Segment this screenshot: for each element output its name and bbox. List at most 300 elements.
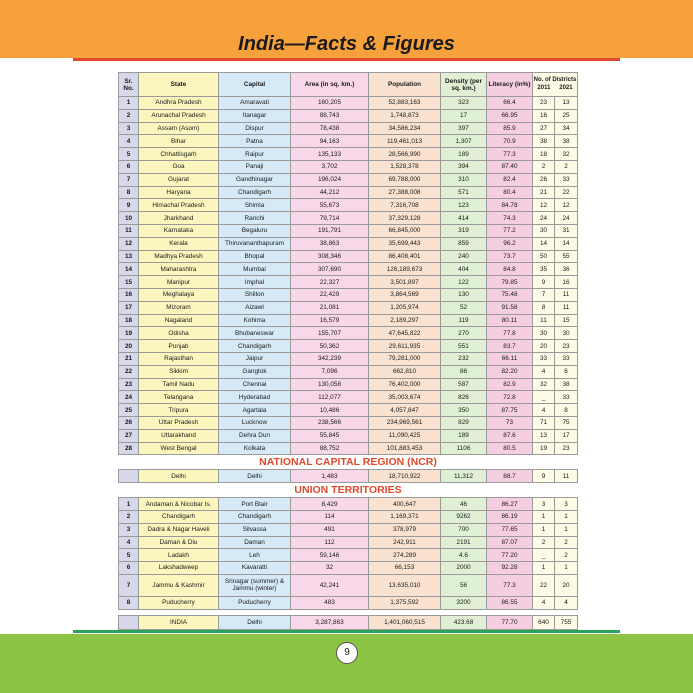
cell-area: 59,146 (291, 549, 369, 562)
table-header (119, 73, 578, 97)
header-districts-label: No. of Districts (533, 77, 577, 83)
cell-sr: 22 (119, 365, 139, 378)
cell-districts-2021: 2 (555, 160, 578, 173)
cell-districts-2011: 9 (533, 276, 555, 289)
table-row (119, 327, 578, 340)
cell-density: 404 (441, 263, 487, 276)
cell-literacy: 86.19 (487, 510, 533, 523)
cell-sr: 10 (119, 212, 139, 225)
cell-area: 42,241 (291, 574, 369, 596)
cell-density: 17 (441, 109, 487, 122)
cell-capital: Chandigarh (219, 340, 291, 353)
cell-capital: Bhopal (219, 250, 291, 263)
cell-area: 160,205 (291, 97, 369, 110)
cell-population: 2,189,297 (369, 314, 441, 327)
header-districts (533, 73, 578, 97)
cell-population: 13,635,010 (369, 574, 441, 596)
cell-districts-2021: 12 (555, 199, 578, 212)
cell-districts-2021: 1 (555, 523, 578, 536)
cell-sr: 21 (119, 352, 139, 365)
header-population: Population (369, 73, 441, 97)
cell-literacy: 82.20 (487, 365, 533, 378)
table-row (119, 549, 578, 562)
cell-density: 46 (441, 498, 487, 511)
cell-state: Chhattisgarh (139, 148, 219, 161)
table-row (119, 498, 578, 511)
cell-districts-2021: 36 (555, 263, 578, 276)
table-row (119, 523, 578, 536)
cell-literacy: 88.7 (487, 470, 533, 483)
cell-sr: 1 (119, 498, 139, 511)
cell-districts-2011: 26 (533, 173, 555, 186)
cell-density: 270 (441, 327, 487, 340)
page-title: India—Facts & Figures (238, 33, 455, 55)
cell-area: 21,081 (291, 301, 369, 314)
table-row (119, 224, 578, 237)
cell-state: Kerala (139, 237, 219, 250)
states-body (119, 97, 578, 455)
table-row (119, 148, 578, 161)
cell-districts-2011: 24 (533, 212, 555, 225)
table-row (119, 314, 578, 327)
cell-districts-2021: 31 (555, 224, 578, 237)
cell-literacy: 82.4 (487, 173, 533, 186)
cell-capital: Daman (219, 536, 291, 549)
cell-districts-2011: 2 (533, 536, 555, 549)
cell-population: 1,748,873 (369, 109, 441, 122)
total-row (119, 615, 578, 629)
cell-capital: Dispur (219, 122, 291, 135)
cell-districts-2021: 55 (555, 250, 578, 263)
cell-capital: Imphal (219, 276, 291, 289)
cell-literacy: 86.27 (487, 498, 533, 511)
cell-sr: 18 (119, 314, 139, 327)
bottom-rule (73, 630, 620, 633)
table-row (119, 97, 578, 110)
cell-population: 47,645,822 (369, 327, 441, 340)
cell-density: 130 (441, 288, 487, 301)
cell-districts-2021: 11 (555, 288, 578, 301)
cell-districts-2011: 27 (533, 122, 555, 135)
cell-literacy: 73 (487, 416, 533, 429)
cell-population: 1,528,378 (369, 160, 441, 173)
cell-literacy: 74.3 (487, 212, 533, 225)
cell-density: 414 (441, 212, 487, 225)
cell-districts-2021: 2 (555, 536, 578, 549)
cell-districts-2021: 33 (555, 391, 578, 404)
cell-population: 242,911 (369, 536, 441, 549)
cell-state: Tamil Nadu (139, 378, 219, 391)
cell-density: 587 (441, 378, 487, 391)
cell-population: 274,289 (369, 549, 441, 562)
cell-population: 3,864,569 (369, 288, 441, 301)
cell-state: Dadra & Nagar Haveli (139, 523, 219, 536)
cell-sr: 3 (119, 122, 139, 135)
cell-population: 119,461,013 (369, 135, 441, 148)
cell-population: 11,090,425 (369, 429, 441, 442)
cell-density: 551 (441, 340, 487, 353)
cell-state: Madhya Pradesh (139, 250, 219, 263)
cell-districts-2021: 33 (555, 173, 578, 186)
cell-state: Arunachal Pradesh (139, 109, 219, 122)
table-row (119, 429, 578, 442)
cell-density: 189 (441, 429, 487, 442)
cell-state: Lakshadweep (139, 562, 219, 575)
cell-districts-2011: 9 (533, 470, 555, 483)
cell-population: 86,408,401 (369, 250, 441, 263)
table-row (119, 160, 578, 173)
cell-literacy: 84.78 (487, 199, 533, 212)
cell-state: Telangana (139, 391, 219, 404)
cell-capital: Chandigarh (219, 186, 291, 199)
cell-districts-2021: 1 (555, 562, 578, 575)
cell-capital: Amaravati (219, 97, 291, 110)
cell-districts-2021: 14 (555, 237, 578, 250)
cell-districts-2011: 11 (533, 314, 555, 327)
cell-density: 3200 (441, 596, 487, 609)
cell-literacy: 87.07 (487, 536, 533, 549)
cell-area: 342,239 (291, 352, 369, 365)
cell-state: Uttar Pradesh (139, 416, 219, 429)
cell-area: 308,346 (291, 250, 369, 263)
cell-density: 829 (441, 416, 487, 429)
total-body (119, 615, 578, 629)
cell-districts-2011: 30 (533, 224, 555, 237)
header-state: State (139, 73, 219, 97)
cell-state: Punjab (139, 340, 219, 353)
cell-districts-2021: 1 (555, 510, 578, 523)
table-row (119, 109, 578, 122)
header-sr: Sr. No. (119, 73, 139, 97)
cell-area: 32 (291, 562, 369, 575)
cell-population: 1,375,592 (369, 596, 441, 609)
table-row (119, 365, 578, 378)
cell-state: Mizoram (139, 301, 219, 314)
cell-population: 4,057,847 (369, 404, 441, 417)
cell-literacy: 86.55 (487, 596, 533, 609)
ncr-heading: NATIONAL CAPITAL REGION (NCR) (119, 455, 578, 470)
cell-districts-2011: 640 (533, 615, 555, 629)
cell-sr: 4 (119, 536, 139, 549)
cell-density: 52 (441, 301, 487, 314)
cell-population: 1,169,371 (369, 510, 441, 523)
cell-capital: Lucknow (219, 416, 291, 429)
cell-population: 69,788,000 (369, 173, 441, 186)
cell-density: 1,307 (441, 135, 487, 148)
cell-districts-2011: 32 (533, 378, 555, 391)
cell-sr: 3 (119, 523, 139, 536)
cell-area: 7,096 (291, 365, 369, 378)
cell-districts-2021: 33 (555, 352, 578, 365)
cell-population: 35,003,674 (369, 391, 441, 404)
cell-capital: Itanagar (219, 109, 291, 122)
cell-area: 44,212 (291, 186, 369, 199)
cell-sr: 15 (119, 276, 139, 289)
cell-area: 112,077 (291, 391, 369, 404)
facts-table-wrapper (118, 72, 577, 630)
cell-state: Puducherry (139, 596, 219, 609)
table-row (119, 536, 578, 549)
cell-sr: 14 (119, 263, 139, 276)
cell-density: 232 (441, 352, 487, 365)
cell-capital: Silvassa (219, 523, 291, 536)
cell-capital: Dehra Dun (219, 429, 291, 442)
cell-districts-2011: 14 (533, 237, 555, 250)
cell-literacy: 77.3 (487, 148, 533, 161)
cell-population: 126,189,673 (369, 263, 441, 276)
cell-districts-2011: 23 (533, 97, 555, 110)
cell-literacy: 87.40 (487, 160, 533, 173)
cell-area: 22,429 (291, 288, 369, 301)
table-row (119, 173, 578, 186)
cell-districts-2021: 22 (555, 186, 578, 199)
cell-population: 29,611,935 (369, 340, 441, 353)
table-row (119, 301, 578, 314)
cell-literacy: 66.4 (487, 97, 533, 110)
cell-density: 1106 (441, 442, 487, 455)
table-row (119, 378, 578, 391)
cell-state: Delhi (139, 470, 219, 483)
cell-capital: Gandhinagar (219, 173, 291, 186)
cell-state: Jammu & Kashmir (139, 574, 219, 596)
cell-area: 16,579 (291, 314, 369, 327)
cell-capital: Kavaratti (219, 562, 291, 575)
cell-sr: 20 (119, 340, 139, 353)
cell-population: 234,969,561 (369, 416, 441, 429)
cell-literacy: 73.7 (487, 250, 533, 263)
cell-districts-2021: 6 (555, 365, 578, 378)
cell-density: 826 (441, 391, 487, 404)
cell-capital: Kohima (219, 314, 291, 327)
cell-districts-2011: 22 (533, 574, 555, 596)
table-row (119, 122, 578, 135)
cell-density: 700 (441, 523, 487, 536)
cell-capital: Gangtok (219, 365, 291, 378)
cell-districts-2011: 13 (533, 429, 555, 442)
cell-density: 9262 (441, 510, 487, 523)
table-row (119, 263, 578, 276)
cell-capital: Chennai (219, 378, 291, 391)
cell-districts-2011: 4 (533, 365, 555, 378)
cell-districts-2011: 20 (533, 340, 555, 353)
cell-area: 112 (291, 536, 369, 549)
cell-area: 1,483 (291, 470, 369, 483)
cell-literacy: 85.9 (487, 122, 533, 135)
cell-districts-2011: 21 (533, 186, 555, 199)
cell-area: 79,714 (291, 212, 369, 225)
cell-literacy: 77.20 (487, 549, 533, 562)
facts-table (118, 72, 578, 630)
table-row (119, 276, 578, 289)
cell-area: 483 (291, 596, 369, 609)
cell-density: 394 (441, 160, 487, 173)
cell-districts-2021: 38 (555, 135, 578, 148)
cell-districts-2021: 2 (555, 549, 578, 562)
cell-sr: 12 (119, 237, 139, 250)
header-area: Area (in sq. km.) (291, 73, 369, 97)
cell-area: 491 (291, 523, 369, 536)
cell-districts-2021: 16 (555, 276, 578, 289)
cell-sr: 8 (119, 596, 139, 609)
cell-districts-2021: 4 (555, 596, 578, 609)
cell-districts-2021: 34 (555, 122, 578, 135)
cell-state: Meghalaya (139, 288, 219, 301)
cell-sr: 13 (119, 250, 139, 263)
cell-area: 88,743 (291, 109, 369, 122)
cell-area: 8,429 (291, 498, 369, 511)
table-row (119, 416, 578, 429)
page-number: 9 (336, 642, 358, 664)
cell-area: 307,690 (291, 263, 369, 276)
table-row (119, 212, 578, 225)
cell-state: Ladakh (139, 549, 219, 562)
cell-state: Bihar (139, 135, 219, 148)
cell-area: 196,024 (291, 173, 369, 186)
cell-literacy: 77.2 (487, 224, 533, 237)
cell-capital: Srinagar (summer) & Jammu (winter) (219, 574, 291, 596)
cell-sr: 5 (119, 549, 139, 562)
cell-density: 350 (441, 404, 487, 417)
cell-area: 94,163 (291, 135, 369, 148)
cell-capital: Raipur (219, 148, 291, 161)
cell-density: 122 (441, 276, 487, 289)
cell-literacy: 77.8 (487, 327, 533, 340)
cell-capital: Hyderabad (219, 391, 291, 404)
cell-density: 2191 (441, 536, 487, 549)
cell-population: 35,699,443 (369, 237, 441, 250)
cell-area: 155,707 (291, 327, 369, 340)
ncr-row (119, 470, 578, 483)
cell-density: 859 (441, 237, 487, 250)
cell-state: Assam (Asom) (139, 122, 219, 135)
cell-districts-2011: 33 (533, 352, 555, 365)
cell-population: 1,401,060,515 (369, 615, 441, 629)
header-2011: 2011 (537, 85, 551, 91)
cell-area: 55,673 (291, 199, 369, 212)
cell-districts-2011: 1 (533, 562, 555, 575)
header-2021: 2021 (559, 85, 573, 91)
cell-area: 3,702 (291, 160, 369, 173)
cell-density: 189 (441, 148, 487, 161)
cell-capital: Patna (219, 135, 291, 148)
cell-literacy: 79.85 (487, 276, 533, 289)
ut-heading: UNION TERRITORIES (119, 483, 578, 498)
cell-districts-2021: 38 (555, 378, 578, 391)
cell-districts-2021: 20 (555, 574, 578, 596)
table-row (119, 288, 578, 301)
cell-area: 22,327 (291, 276, 369, 289)
cell-capital: Shimla (219, 199, 291, 212)
cell-state: Tripura (139, 404, 219, 417)
cell-density: 423.68 (441, 615, 487, 629)
cell-density: 323 (441, 97, 487, 110)
cell-density: 2000 (441, 562, 487, 575)
cell-capital: Leh (219, 549, 291, 562)
cell-literacy: 92.28 (487, 562, 533, 575)
cell-population: 76,402,000 (369, 378, 441, 391)
cell-state: Rajasthan (139, 352, 219, 365)
cell-districts-2021: 23 (555, 442, 578, 455)
cell-districts-2021: 17 (555, 429, 578, 442)
cell-sr: 4 (119, 135, 139, 148)
table-row (119, 199, 578, 212)
cell-population: 18,710,922 (369, 470, 441, 483)
cell-literacy: 83.7 (487, 340, 533, 353)
cell-capital: Shillon (219, 288, 291, 301)
cell-area: 3,287,863 (291, 615, 369, 629)
table-row (119, 510, 578, 523)
cell-districts-2021: 13 (555, 97, 578, 110)
cell-sr: 11 (119, 224, 139, 237)
cell-sr: 25 (119, 404, 139, 417)
table-row (119, 391, 578, 404)
cell-density: 4.6 (441, 549, 487, 562)
cell-state: Maharashtra (139, 263, 219, 276)
cell-literacy: 80.11 (487, 314, 533, 327)
cell-area: 135,133 (291, 148, 369, 161)
cell-state: Uttarakhand (139, 429, 219, 442)
cell-districts-2021: 11 (555, 470, 578, 483)
table-row (119, 186, 578, 199)
cell-sr: 19 (119, 327, 139, 340)
header-district-years (533, 84, 577, 93)
cell-literacy: 84.8 (487, 263, 533, 276)
cell-capital: Begaluru (219, 224, 291, 237)
cell-literacy: 80.5 (487, 442, 533, 455)
cell-sr: 27 (119, 429, 139, 442)
cell-literacy: 96.2 (487, 237, 533, 250)
table-row (119, 340, 578, 353)
cell-sr: 9 (119, 199, 139, 212)
cell-state: INDIA (139, 615, 219, 629)
cell-population: 27,388,008 (369, 186, 441, 199)
cell-capital: Kolkata (219, 442, 291, 455)
cell-districts-2011: 2 (533, 160, 555, 173)
cell-districts-2011: 12 (533, 199, 555, 212)
cell-density: 240 (441, 250, 487, 263)
cell-state: Andhra Pradesh (139, 97, 219, 110)
cell-sr: 24 (119, 391, 139, 404)
cell-sr: 17 (119, 301, 139, 314)
cell-population: 1,205,974 (369, 301, 441, 314)
cell-districts-2021: 32 (555, 148, 578, 161)
cell-literacy: 77.65 (487, 523, 533, 536)
cell-area: 88,752 (291, 442, 369, 455)
cell-districts-2011: 4 (533, 404, 555, 417)
cell-literacy: 82.9 (487, 378, 533, 391)
cell-districts-2021: 15 (555, 314, 578, 327)
ut-body (119, 498, 578, 610)
cell-capital: Delhi (219, 615, 291, 629)
cell-literacy: 87.75 (487, 404, 533, 417)
cell-districts-2021: 25 (555, 109, 578, 122)
cell-districts-2011: 7 (533, 288, 555, 301)
table-row (119, 562, 578, 575)
cell-state: Jharkhand (139, 212, 219, 225)
cell-capital: Agartala (219, 404, 291, 417)
cell-districts-2021: 3 (555, 498, 578, 511)
cell-sr: 2 (119, 510, 139, 523)
cell-sr: 1 (119, 97, 139, 110)
cell-districts-2011: 16 (533, 109, 555, 122)
cell-state: Haryana (139, 186, 219, 199)
ncr-body (119, 470, 578, 483)
cell-state: Gujarat (139, 173, 219, 186)
cell-districts-2011: 1 (533, 523, 555, 536)
cell-population: 66,153 (369, 562, 441, 575)
cell-density: 119 (441, 314, 487, 327)
cell-literacy: 70.9 (487, 135, 533, 148)
